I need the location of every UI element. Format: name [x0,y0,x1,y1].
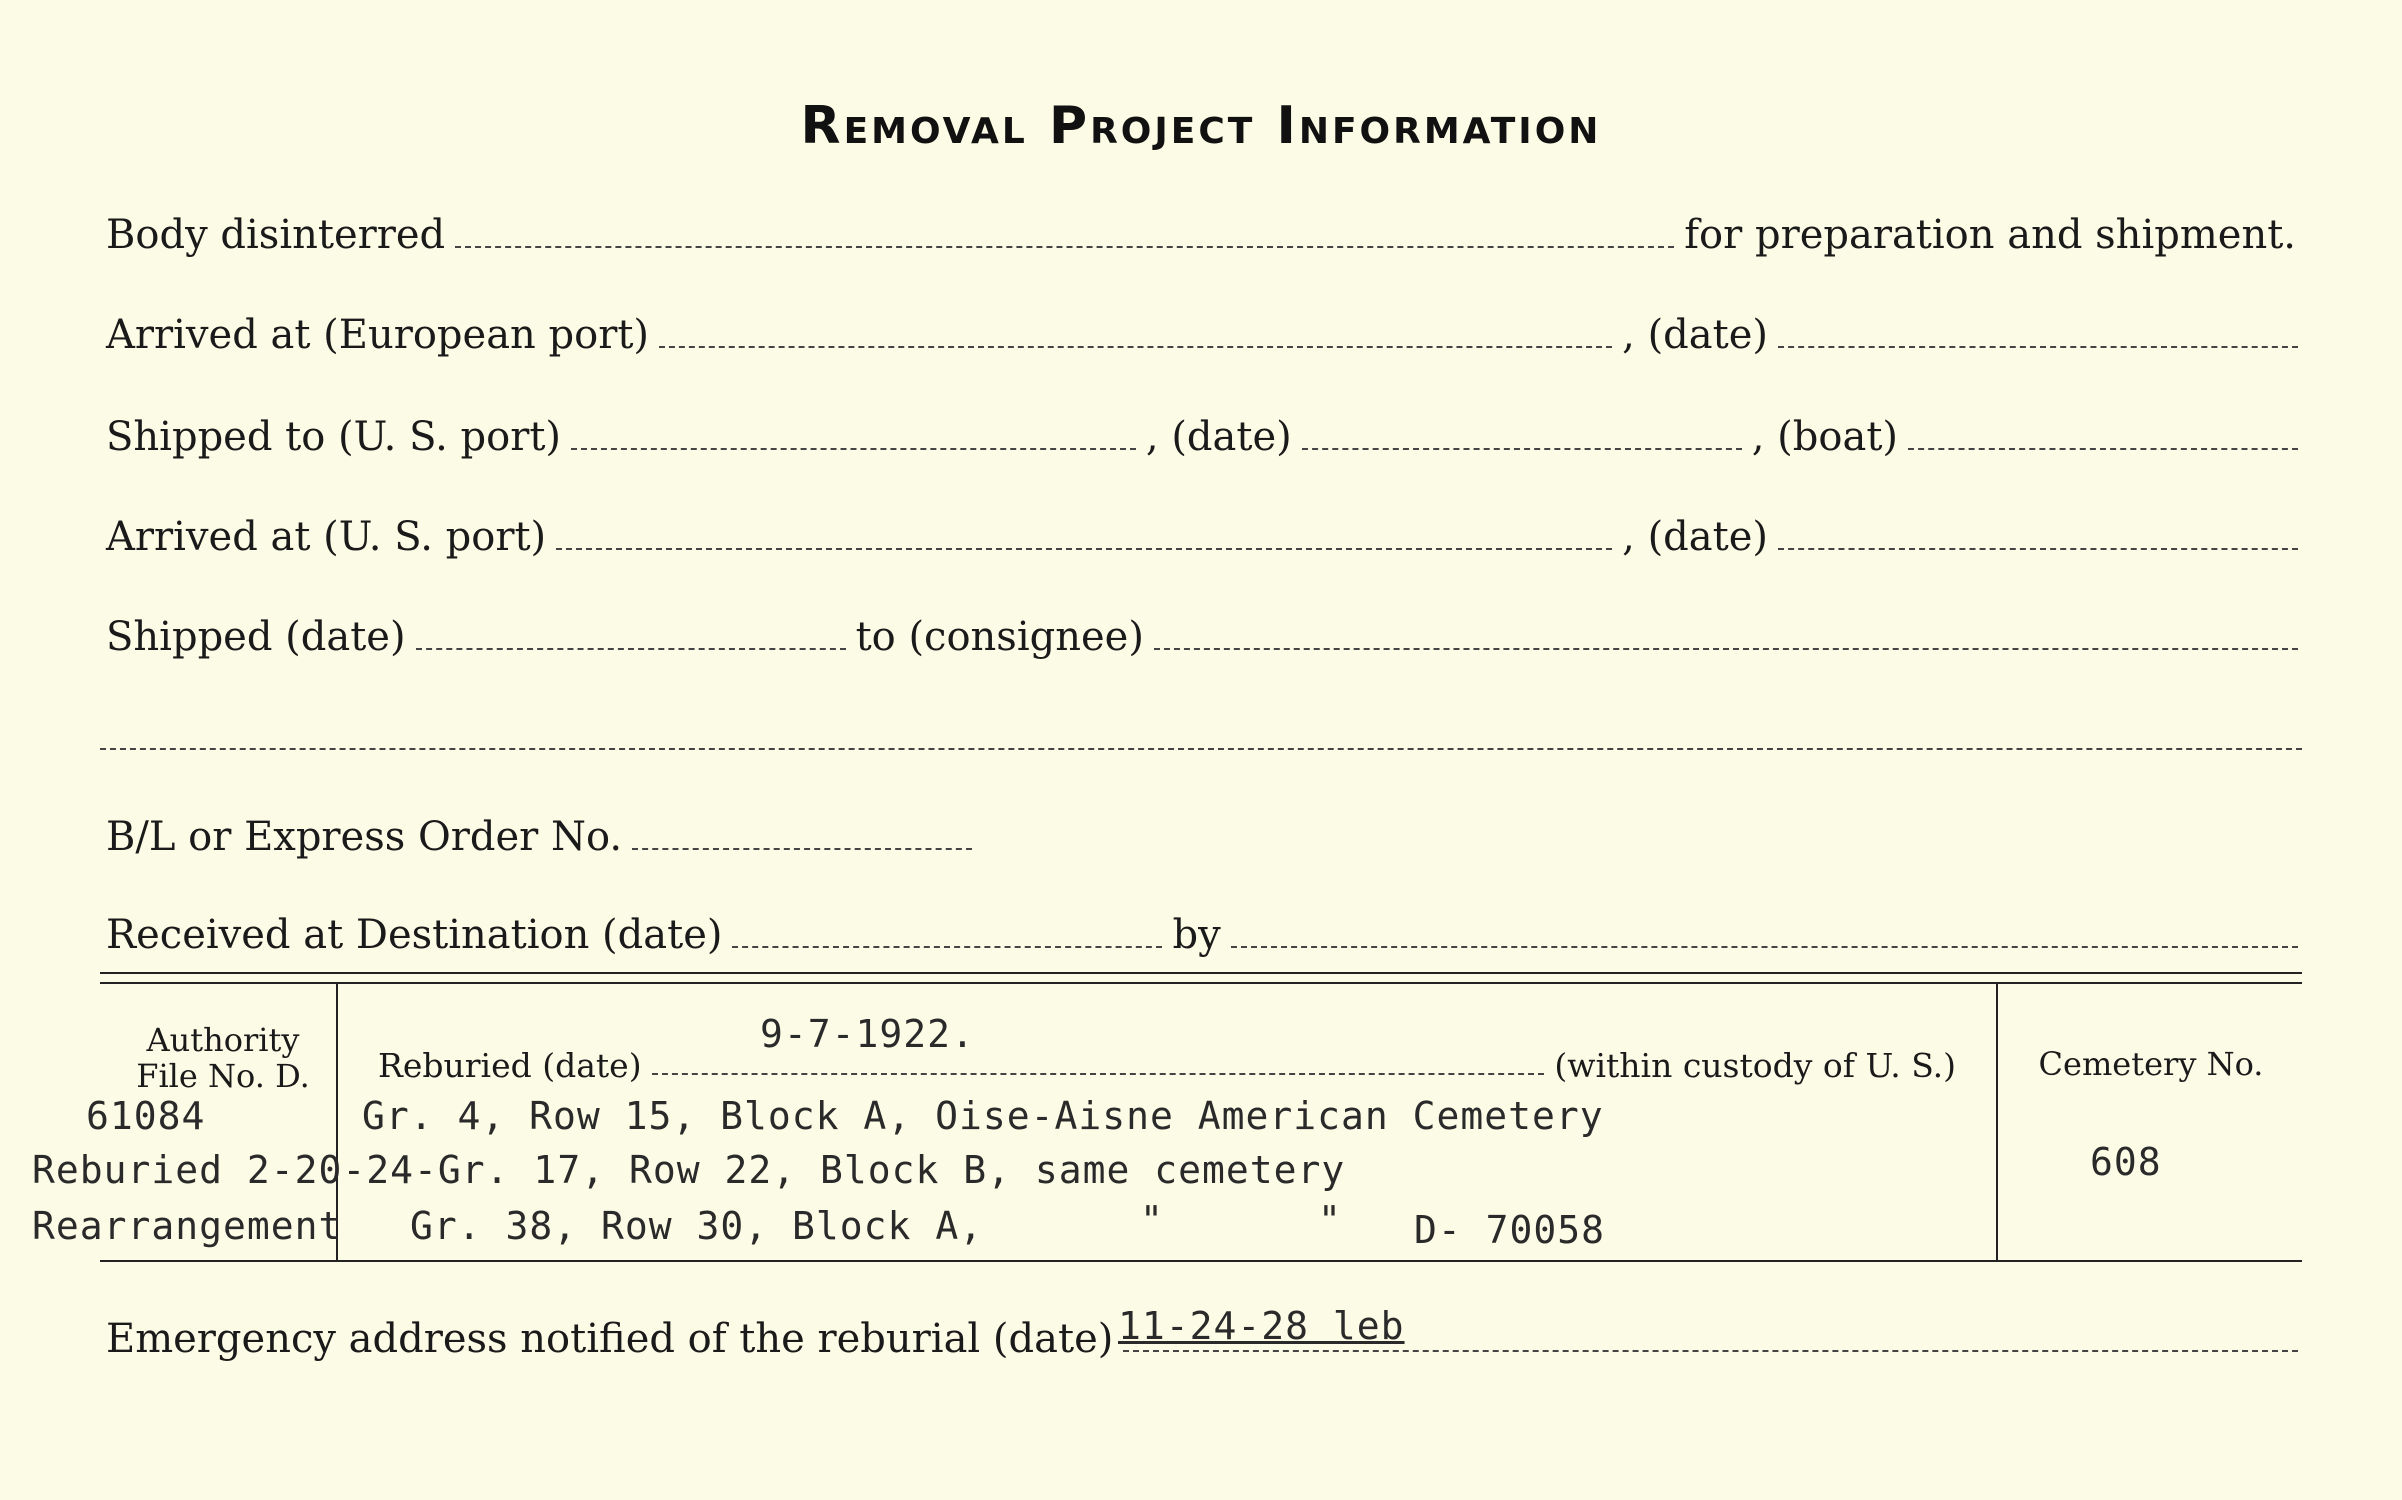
typed-reburied-date: 9-7-1922. [760,1012,975,1056]
table-bottom-rule [100,1260,2302,1262]
emergency-date-field[interactable] [1123,1350,2298,1352]
bl-order-label: B/L or Express Order No. [106,814,623,860]
typed-ditto-2: " [1318,1198,1342,1242]
date-text-3: (date) [1647,514,1768,560]
authority-line-2: File No. D. [136,1057,310,1095]
arrived-us-date-field[interactable] [1778,548,2298,550]
received-by-field[interactable] [1231,946,2298,948]
date-label-2: , (date) [1145,414,1292,460]
boat-field[interactable] [1908,448,2298,450]
row-reburied [372,1046,1962,1085]
typed-file-no-2: D- 70058 [1414,1208,1606,1252]
authority-line-1: Authority [146,1021,300,1059]
typed-cemetery-no: 608 [2090,1140,2162,1184]
page-title [0,96,2402,156]
by-label: by [1172,912,1221,958]
european-date-field[interactable] [1778,346,2298,348]
row-shipped-us [100,414,2302,460]
row-bl-order [100,814,2302,860]
shipped-us-label: Shipped to (U. S. port) [106,414,561,460]
typed-rearrangement: Rearrangement [32,1204,343,1248]
emergency-label: Emergency address notified of the reburial (date) [106,1316,1114,1362]
for-preparation-label: for preparation and shipment. [1684,212,2296,258]
shipped-date-label: Shipped (date) [106,614,406,660]
typed-file-no: 61084 [86,1094,206,1138]
boat-text: (boat) [1777,414,1898,460]
typed-grave-line-1: Gr. 4, Row 15, Block A, Oise-Aisne American Cemetery [362,1094,1604,1138]
date-label-3: , (date) [1622,514,1768,560]
european-port-field[interactable] [659,346,1612,348]
reburied-date-label: Reburied (date) [378,1046,642,1085]
authority-header [118,1022,328,1094]
arrived-us-label: Arrived at (U. S. port) [106,514,547,560]
shipped-date-input[interactable] [416,648,846,650]
table-top-rule-2 [100,982,2302,984]
typed-emergency-date: 11-24-28 leb [1118,1304,1405,1348]
date-text-2: (date) [1171,414,1292,460]
row-received [100,912,2302,958]
typed-grave-line-3: Gr. 38, Row 30, Block A, [410,1204,984,1248]
typed-ditto-1: " [1140,1198,1164,1242]
within-custody-label: (within custody of U. S.) [1554,1046,1956,1085]
table-top-rule-1 [100,972,2302,974]
bl-order-field[interactable] [632,848,972,850]
arrived-european-label: Arrived at (European port) [106,312,650,358]
typed-reburied-line-2: Reburied 2-20-24-Gr. 17, Row 22, Block B, same cemetery [32,1148,1346,1192]
body-disinterred-field[interactable] [455,246,1674,248]
row-body-disinterred [100,212,2302,258]
arrived-us-port-field[interactable] [556,548,1612,550]
date-text-1: (date) [1647,312,1768,358]
reburied-date-field[interactable] [652,1073,1545,1075]
consignee-label: to (consignee) [855,614,1144,660]
body-disinterred-label: Body disinterred [106,212,446,258]
boat-label: , (boat) [1751,414,1898,460]
date-label-1: , (date) [1622,312,1768,358]
us-port-field[interactable] [571,448,1136,450]
table-divider-right [1996,984,1998,1260]
received-label: Received at Destination (date) [106,912,723,958]
row-arrived-european [100,312,2302,358]
row-arrived-us [100,514,2302,560]
shipped-date-field[interactable] [1302,448,1742,450]
cemetery-no-header: Cemetery No. [2038,1045,2264,1083]
received-date-field[interactable] [732,946,1162,948]
title-text: Removal Project Information [800,96,1602,156]
consignee-continuation-line[interactable] [100,748,2302,750]
consignee-field[interactable] [1154,648,2298,650]
row-shipped [100,614,2302,660]
